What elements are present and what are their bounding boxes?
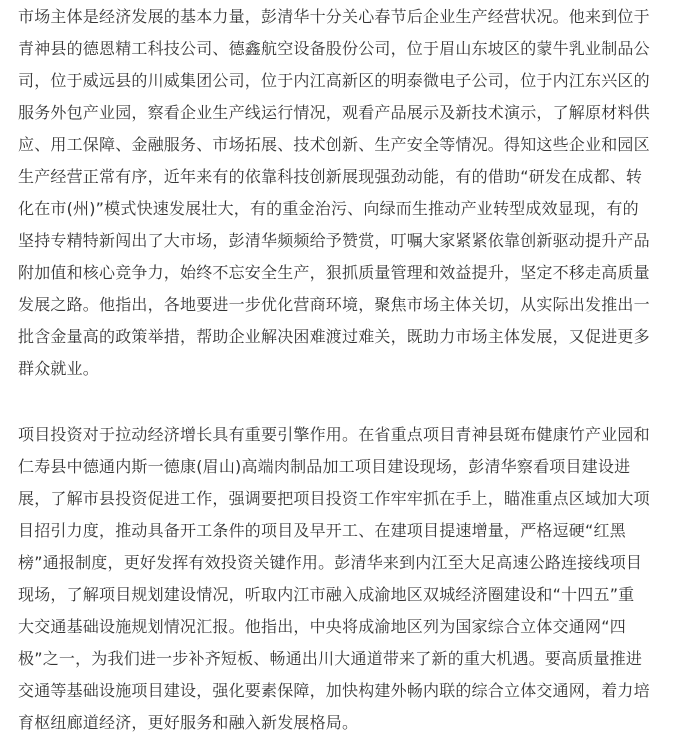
paragraph-line: 榜”通报制度，更好发挥有效投资关键作用。彭清华来到内江至大足高速公路连接线项目	[18, 553, 643, 572]
paragraph-line: 目招引力度，推动具备开工条件的项目及早开工、在建项目提速增量，严格逗硬“红黑	[18, 521, 626, 540]
paragraph-line: 市场主体是经济发展的基本力量，彭清华十分关心春节后企业生产经营状况。他来到位于	[18, 7, 650, 26]
paragraph-line: 青神县的德恩精工科技公司、德鑫航空设备股份公司，位于眉山东坡区的蒙牛乳业制品公	[18, 39, 650, 58]
paragraph-line: 群众就业。	[18, 359, 100, 378]
paragraph-project-investment	[18, 419, 666, 739]
paragraph-line: 极”之一，为我们进一步补齐短板、畅通出川大通道带来了新的重大机遇。要高质量推进	[18, 649, 643, 668]
paragraph-line: 现场，了解项目规划建设情况，听取内江市融入成渝地区双城经济圈建设和“十四五”重	[18, 585, 635, 604]
paragraph-enterprise-visits	[18, 1, 666, 385]
paragraph-line: 服务外包产业园，察看企业生产线运行情况，观看产品展示及新技术演示，了解原材料供	[18, 103, 650, 122]
paragraph-line: 仁寿县中德通内斯一德康(眉山)高端肉制品加工项目建设现场，彭清华察看项目建设进	[18, 457, 631, 476]
paragraph-line: 项目投资对于拉动经济增长具有重要引擎作用。在省重点项目青神县斑布健康竹产业园和	[18, 425, 650, 444]
paragraph-line: 展，了解市县投资促进工作，强调要把项目投资工作牢牢抓在手上，瞄准重点区域加大项	[18, 489, 650, 508]
paragraph-line: 坚持专精特新闯出了大市场，彭清华频频给予赞赏，叮嘱大家紧紧依靠创新驱动提升产品	[18, 231, 650, 250]
paragraph-line: 附加值和核心竞争力，始终不忘安全生产，狠抓质量管理和效益提升，坚定不移走高质量	[18, 263, 650, 282]
paragraph-line: 批含金量高的政策举措，帮助企业解决困难渡过难关，既助力市场主体发展，又促进更多	[18, 327, 650, 346]
paragraph-line: 应、用工保障、金融服务、市场拓展、技术创新、生产安全等情况。得知这些企业和园区	[18, 135, 650, 154]
paragraph-line: 育枢纽廊道经济，更好服务和融入新发展格局。	[18, 713, 359, 732]
paragraph-line: 司，位于威远县的川威集团公司，位于内江高新区的明泰微电子公司，位于内江东兴区的	[18, 71, 650, 90]
paragraph-line: 化在市(州)”模式快速发展壮大，有的重金治污、向绿而生推动产业转型成效显现，有的	[18, 199, 639, 218]
paragraph-line: 交通等基础设施项目建设，强化要素保障，加快构建外畅内联的综合立体交通网，着力培	[18, 681, 650, 700]
paragraph-line: 发展之路。他指出，各地要进一步优化营商环境，聚焦市场主体关切，从实际出发推出一	[18, 295, 650, 314]
paragraph-line: 生产经营正常有序，近年来有的依靠科技创新展现强劲动能，有的借助“研发在成都、转	[18, 167, 643, 186]
paragraph-line: 大交通基础设施规划情况汇报。他指出，中央将成渝地区列为国家综合立体交通网“四	[18, 617, 626, 636]
